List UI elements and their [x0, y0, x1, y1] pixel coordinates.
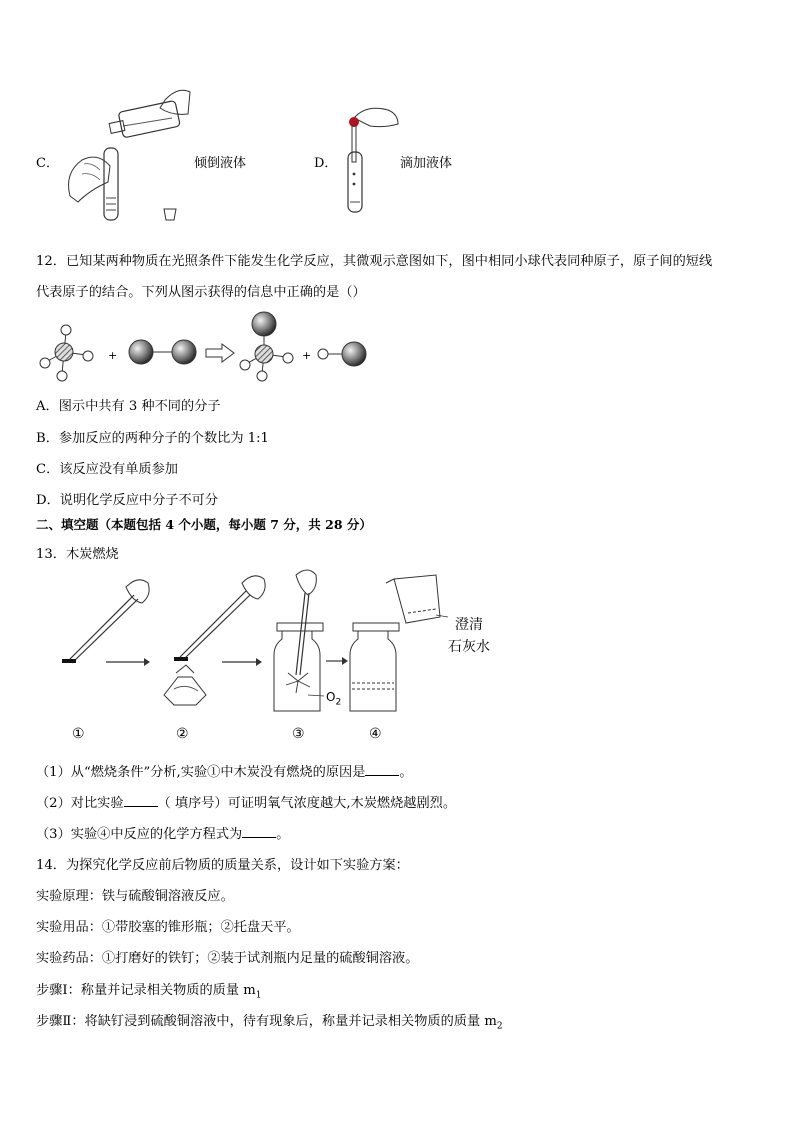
- reaction-arrow: [206, 344, 234, 362]
- step1-tongs: [62, 580, 149, 663]
- q13-sub3: （3）实验④中反应的化学方程式为 。: [36, 827, 290, 842]
- q14-principle: 实验原理：铁与硫酸铜溶液反应。: [36, 889, 234, 904]
- hydrogen-chloride-molecule: [318, 342, 366, 366]
- q14-step1: 步骤Ⅰ：称量并记录相关物质的质量 $m_1$: [36, 983, 262, 1001]
- step4-label: ④: [369, 726, 382, 742]
- q14-step2: 步骤Ⅱ：将缺钉浸到硫酸铜溶液中，待有现象后，称量并记录相关物质的质量 $m_2$: [36, 1014, 503, 1032]
- q12-option-a: A．图示中共有 3 种不同的分子: [36, 399, 221, 414]
- o2-label: $O_2$: [326, 690, 342, 708]
- answer-blank-3[interactable]: [242, 825, 276, 838]
- q12-stem-line2: 代表原子的结合。下列从图示获得的信息中正确的是（）: [36, 285, 366, 300]
- limewater-label-1: 澄清: [455, 617, 483, 633]
- option-d-label: D．: [314, 156, 338, 171]
- plus-sign-2: +: [302, 349, 312, 362]
- step3-oxygen-bottle: [274, 570, 324, 711]
- q12-option-b: B．参加反应的两种分子的个数比为 1:1: [36, 431, 269, 446]
- q14-reagents: 实验药品：①打磨好的铁钉；②装于试剂瓶内足量的硫酸铜溶液。: [36, 951, 419, 966]
- step1-label: ①: [72, 726, 85, 742]
- q12-option-c: C．该反应没有单质参加: [36, 462, 178, 477]
- q13-sub1: （1）从“燃烧条件”分析,实验①中木炭没有燃烧的原因是 。: [36, 765, 413, 780]
- step4-limewater-bottle: [350, 575, 448, 711]
- arrow-1: [106, 658, 150, 666]
- chloromethane-molecule: [240, 312, 293, 381]
- option-c-caption: 倾倒液体: [194, 156, 247, 171]
- q13-sub2: （2）对比实验 （ 填序号）可证明氧气浓度越大,木炭燃烧越剧烈。: [36, 796, 457, 811]
- dropping-liquid-figure: [336, 104, 406, 216]
- step2-label: ②: [176, 726, 189, 742]
- chlorine-molecule: [129, 340, 196, 364]
- q14-apparatus: 实验用品：①带胶塞的锥形瓶；②托盘天平。: [36, 920, 300, 935]
- arrow-3: [326, 657, 348, 665]
- answer-blank-2[interactable]: [124, 794, 158, 807]
- plus-sign-1: +: [108, 349, 118, 362]
- methane-molecule: [40, 325, 93, 381]
- step3-label: ③: [292, 726, 305, 742]
- limewater-label-2: 石灰水: [448, 639, 490, 655]
- step2-alcohol-lamp: [164, 576, 265, 705]
- molecule-reaction-diagram: [36, 310, 376, 390]
- answer-blank-1[interactable]: [365, 763, 399, 776]
- pouring-liquid-figure: [60, 78, 200, 228]
- q14-stem: 14．为探究化学反应前后物质的质量关系，设计如下实验方案：: [36, 858, 409, 873]
- q12-stem-line1: 12．已知某两种物质在光照条件下能发生化学反应，其微观示意图如下，图中相同小球代表同种原子，原子间的短线: [36, 254, 713, 269]
- q13-title: 13．木炭燃烧: [36, 547, 119, 562]
- option-d-caption: 滴加液体: [400, 156, 453, 171]
- q12-option-d: D．说明化学反应中分子不可分: [36, 493, 219, 508]
- arrow-2: [222, 658, 262, 666]
- section-heading: 二、填空题（本题包括 4 个小题，每小题 7 分，共 28 分）: [36, 517, 372, 532]
- charcoal-combustion-figure: [56, 565, 506, 745]
- option-c-label: C．: [36, 156, 59, 171]
